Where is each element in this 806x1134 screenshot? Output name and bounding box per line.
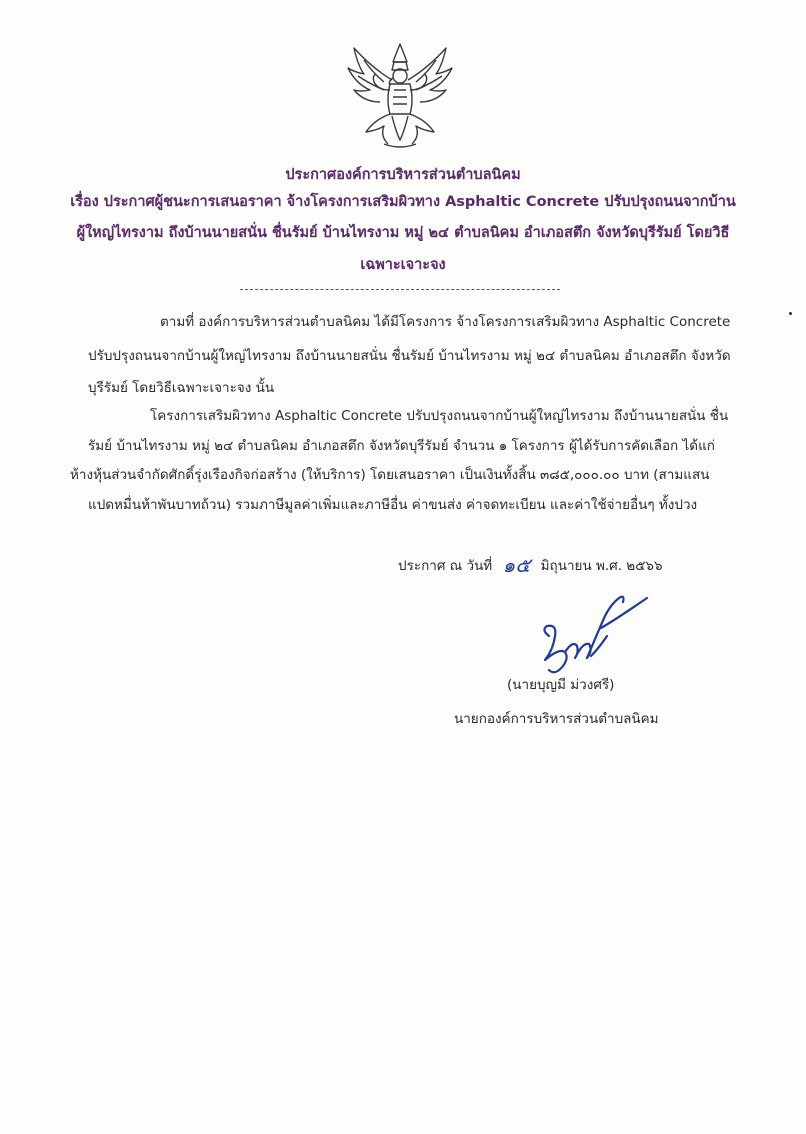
body-line-7: แปดหมื่นห้าพันบาทถ้วน) รวมภาษีมูลค่าเพิ่มและภาษีอื่น ค่าขนส่ง ค่าจดทะเบียน และค่าใช้จ่ายอื่นๆ ทั้งปวง bbox=[88, 497, 698, 513]
date-prefix: ประกาศ ณ วันที่ bbox=[398, 558, 493, 574]
body-line-6: ห้างหุ้นส่วนจำกัดศักดิ์รุ่งเรืองกิจก่อสร้าง (ให้บริการ) โดยเสนอราคา เป็นเงินทั้งสิ้น ๓๘๕,๐๐๐.๐๐ บาท (สามแสน bbox=[70, 467, 710, 483]
subject-line-3: เฉพาะเจาะจง bbox=[360, 257, 446, 273]
body-line-4: โครงการเสริมผิวทาง Asphaltic Concrete ปรับปรุงถนนจากบ้านผู้ใหญ่ไทรงาม ถึงบ้านนายสนั่น ชื่น bbox=[150, 408, 729, 424]
garuda-emblem bbox=[344, 40, 456, 152]
signatory-title: นายกองค์การบริหารส่วนตำบลนิคม bbox=[454, 711, 659, 727]
signatory-name: (นายบุญมี ม่วงศรี) bbox=[507, 677, 615, 693]
announcement-date bbox=[398, 549, 663, 581]
separator-line bbox=[240, 289, 560, 290]
stray-mark bbox=[789, 312, 792, 315]
body-line-3: บุรีรัมย์ โดยวิธีเฉพาะเจาะจง นั้น bbox=[88, 380, 275, 396]
subject-line-1: เรื่อง ประกาศผู้ชนะการเสนอราคา จ้างโครงการเสริมผิวทาง Asphaltic Concrete ปรับปรุงถนนจากบ้าน bbox=[70, 194, 736, 210]
subject-line-2: ผู้ใหญ่ไทรงาม ถึงบ้านนายสนั่น ชื่นรัมย์ บ้านไทรงาม หมู่ ๒๔ ตำบลนิคม อำเภอสตึก จังหวัดบุรีรัมย์ โดยวิธี bbox=[76, 225, 730, 241]
handwritten-day: ๑๕ bbox=[502, 553, 531, 577]
body-line-1: ตามที่ องค์การบริหารส่วนตำบลนิคม ได้มีโครงการ จ้างโครงการเสริมผิวทาง Asphaltic Concrete bbox=[160, 314, 731, 330]
agency-heading: ประกาศองค์การบริหารส่วนตำบลนิคม bbox=[285, 167, 521, 183]
body-line-2: ปรับปรุงถนนจากบ้านผู้ใหญ่ไทรงาม ถึงบ้านนายสนั่น ชื่นรัมย์ บ้านไทรงาม หมู่ ๒๔ ตำบลนิคม อำเภอสตึก จังหวัด bbox=[88, 348, 731, 364]
date-suffix: มิถุนายน พ.ศ. ๒๕๖๖ bbox=[540, 558, 663, 574]
body-line-5: รัมย์ บ้านไทรงาม หมู่ ๒๔ ตำบลนิคม อำเภอสตึก จังหวัดบุรีรัมย์ จำนวน ๑ โครงการ ผู้ได้รับการคัดเลือก ได้แก่ bbox=[88, 438, 715, 454]
